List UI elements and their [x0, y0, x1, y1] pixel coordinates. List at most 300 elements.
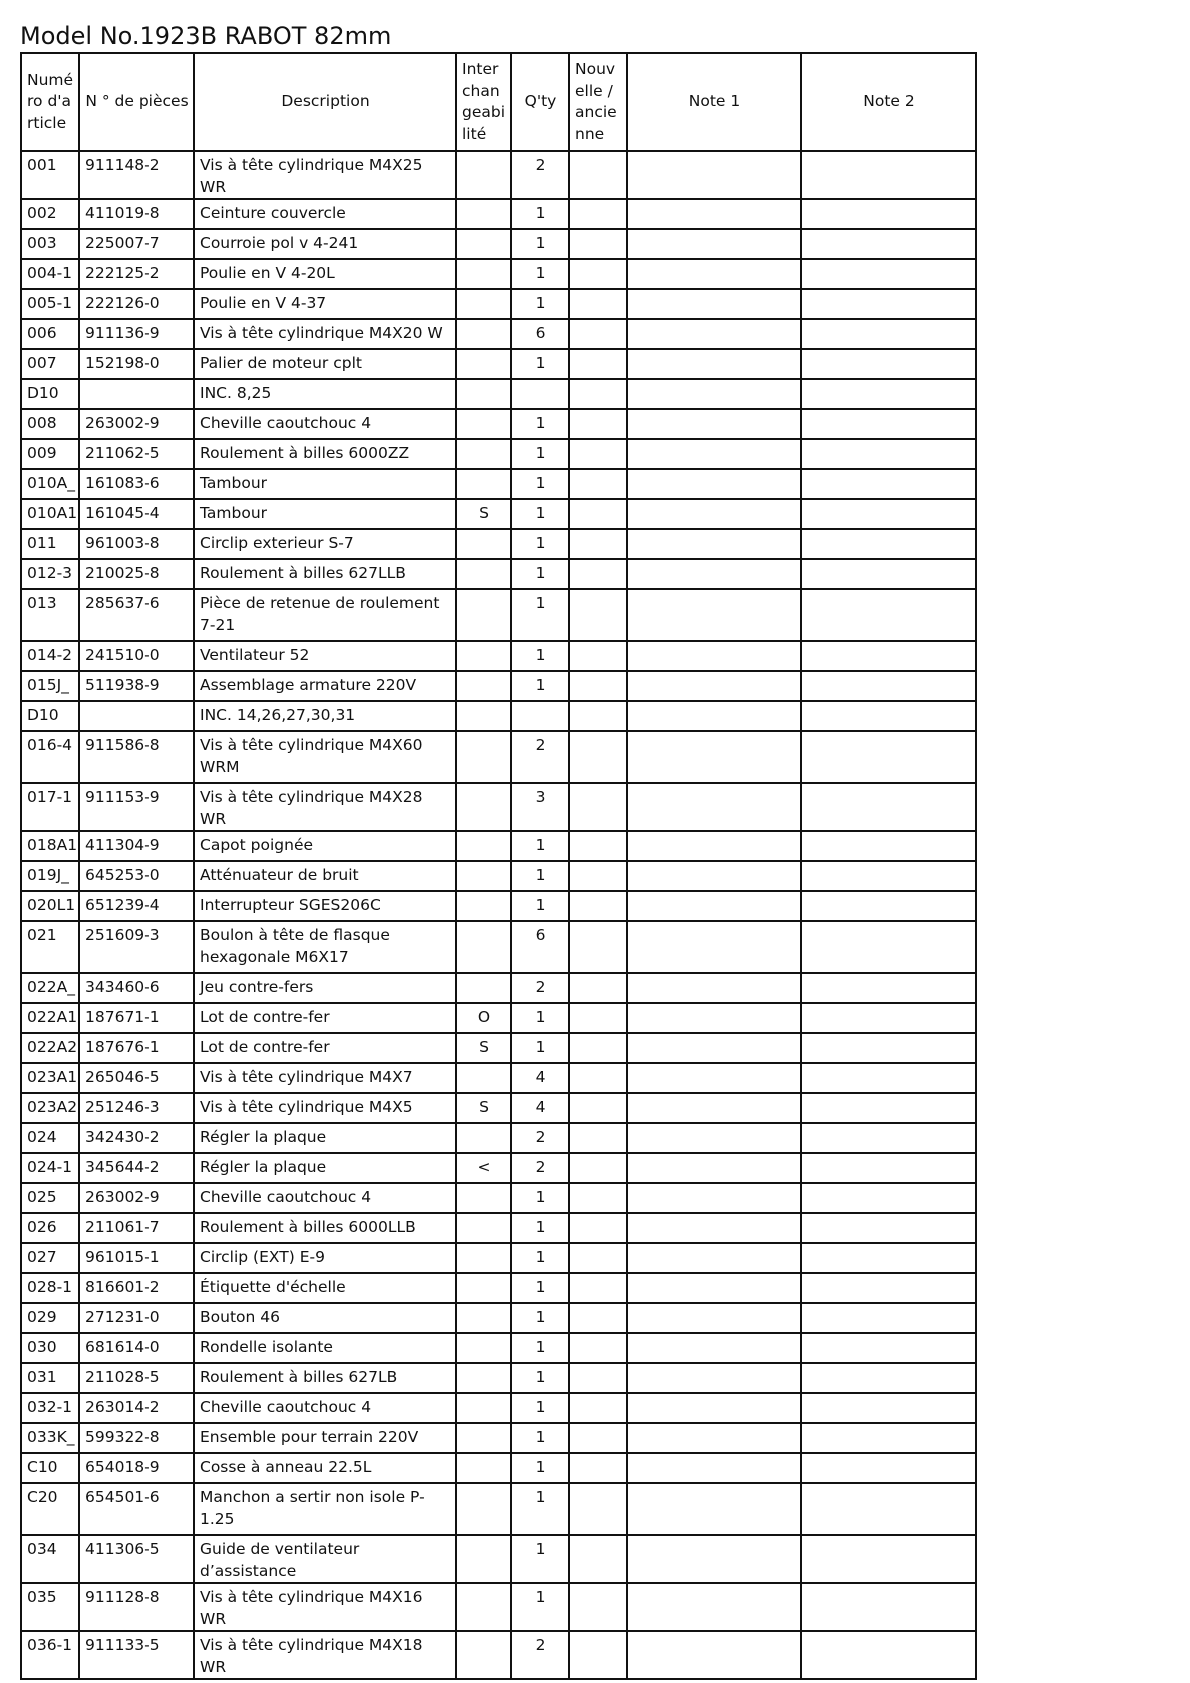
cell-quantity: [511, 701, 569, 731]
header-item-number: Numéro d'article: [21, 53, 79, 151]
cell-description: Assemblage armature 220V: [194, 671, 456, 701]
cell-quantity: 1: [511, 1033, 569, 1063]
cell-new-old: [569, 379, 627, 409]
cell-part-number: 251246-3: [79, 1093, 194, 1123]
cell-item-number: 010A_: [21, 469, 79, 499]
cell-description: Cheville caoutchouc 4: [194, 1183, 456, 1213]
cell-note-1: [627, 1393, 801, 1423]
cell-description: Roulement à billes 6000ZZ: [194, 439, 456, 469]
cell-item-number: C20: [21, 1483, 79, 1535]
header-interchangeability: Interchangeabilité: [456, 53, 511, 151]
cell-part-number: 645253-0: [79, 861, 194, 891]
cell-part-number: [79, 379, 194, 409]
cell-note-2: [801, 529, 976, 559]
cell-item-number: 023A1: [21, 1063, 79, 1093]
cell-new-old: [569, 831, 627, 861]
table-header-row: [21, 53, 976, 151]
cell-note-1: [627, 559, 801, 589]
cell-item-number: 012-3: [21, 559, 79, 589]
cell-description: Lot de contre-fer: [194, 1033, 456, 1063]
cell-note-1: [627, 1213, 801, 1243]
cell-note-1: [627, 349, 801, 379]
cell-item-number: 015J_: [21, 671, 79, 701]
cell-item-number: 011: [21, 529, 79, 559]
cell-new-old: [569, 701, 627, 731]
table-row: [21, 731, 976, 783]
table-row: [21, 701, 976, 731]
cell-note-1: [627, 671, 801, 701]
cell-item-number: 025: [21, 1183, 79, 1213]
cell-quantity: 1: [511, 891, 569, 921]
cell-interchangeability: [456, 1213, 511, 1243]
cell-new-old: [569, 289, 627, 319]
cell-note-1: [627, 641, 801, 671]
cell-note-1: [627, 151, 801, 199]
cell-quantity: 1: [511, 1333, 569, 1363]
cell-description: Roulement à billes 6000LLB: [194, 1213, 456, 1243]
cell-description: Vis à tête cylindrique M4X7: [194, 1063, 456, 1093]
cell-note-2: [801, 151, 976, 199]
cell-note-2: [801, 319, 976, 349]
cell-description: Cheville caoutchouc 4: [194, 1393, 456, 1423]
table-row: [21, 1303, 976, 1333]
table-row: [21, 559, 976, 589]
cell-new-old: [569, 1093, 627, 1123]
table-row: [21, 1243, 976, 1273]
cell-quantity: 1: [511, 641, 569, 671]
table-row: [21, 891, 976, 921]
cell-note-1: [627, 921, 801, 973]
cell-interchangeability: S: [456, 1093, 511, 1123]
cell-quantity: 1: [511, 1183, 569, 1213]
cell-part-number: 961003-8: [79, 529, 194, 559]
cell-description: INC. 14,26,27,30,31: [194, 701, 456, 731]
cell-interchangeability: [456, 1273, 511, 1303]
cell-note-1: [627, 229, 801, 259]
cell-interchangeability: O: [456, 1003, 511, 1033]
parts-table-body: [21, 151, 976, 1679]
cell-new-old: [569, 349, 627, 379]
cell-interchangeability: [456, 731, 511, 783]
cell-new-old: [569, 199, 627, 229]
cell-part-number: 681614-0: [79, 1333, 194, 1363]
cell-description: Courroie pol v 4-241: [194, 229, 456, 259]
cell-item-number: 019J_: [21, 861, 79, 891]
cell-description: Vis à tête cylindrique M4X16 WR: [194, 1583, 456, 1631]
cell-new-old: [569, 1333, 627, 1363]
cell-interchangeability: [456, 921, 511, 973]
table-row: [21, 1213, 976, 1243]
cell-part-number: 225007-7: [79, 229, 194, 259]
cell-item-number: 036-1: [21, 1631, 79, 1679]
cell-description: Interrupteur SGES206C: [194, 891, 456, 921]
cell-new-old: [569, 259, 627, 289]
cell-description: Pièce de retenue de roulement 7-21: [194, 589, 456, 641]
cell-quantity: 2: [511, 973, 569, 1003]
cell-note-2: [801, 921, 976, 973]
cell-interchangeability: [456, 861, 511, 891]
cell-note-2: [801, 1123, 976, 1153]
page-title: Model No.1923B RABOT 82mm: [20, 22, 392, 50]
table-row: [21, 1123, 976, 1153]
cell-interchangeability: [456, 589, 511, 641]
cell-note-2: [801, 1363, 976, 1393]
cell-part-number: 599322-8: [79, 1423, 194, 1453]
cell-note-1: [627, 409, 801, 439]
cell-description: Roulement à billes 627LLB: [194, 559, 456, 589]
cell-description: Cosse à anneau 22.5L: [194, 1453, 456, 1483]
cell-interchangeability: [456, 199, 511, 229]
cell-description: Vis à tête cylindrique M4X25 WR: [194, 151, 456, 199]
cell-part-number: 961015-1: [79, 1243, 194, 1273]
cell-description: Roulement à billes 627LB: [194, 1363, 456, 1393]
cell-new-old: [569, 861, 627, 891]
table-row: [21, 1393, 976, 1423]
cell-item-number: 001: [21, 151, 79, 199]
cell-new-old: [569, 229, 627, 259]
cell-note-2: [801, 701, 976, 731]
cell-note-2: [801, 731, 976, 783]
cell-note-1: [627, 1483, 801, 1535]
cell-new-old: [569, 589, 627, 641]
cell-part-number: 211028-5: [79, 1363, 194, 1393]
cell-part-number: 654018-9: [79, 1453, 194, 1483]
cell-description: Étiquette d'échelle: [194, 1273, 456, 1303]
cell-note-1: [627, 1535, 801, 1583]
cell-new-old: [569, 1123, 627, 1153]
cell-quantity: 2: [511, 1123, 569, 1153]
cell-interchangeability: [456, 1631, 511, 1679]
cell-part-number: 265046-5: [79, 1063, 194, 1093]
cell-note-2: [801, 973, 976, 1003]
cell-item-number: D10: [21, 701, 79, 731]
cell-note-1: [627, 973, 801, 1003]
cell-description: Tambour: [194, 469, 456, 499]
cell-description: Ventilateur 52: [194, 641, 456, 671]
table-row: [21, 973, 976, 1003]
cell-note-2: [801, 1483, 976, 1535]
cell-new-old: [569, 1183, 627, 1213]
cell-item-number: 031: [21, 1363, 79, 1393]
cell-description: Capot poignée: [194, 831, 456, 861]
cell-note-2: [801, 439, 976, 469]
cell-description: Lot de contre-fer: [194, 1003, 456, 1033]
cell-part-number: 222126-0: [79, 289, 194, 319]
cell-quantity: 1: [511, 229, 569, 259]
cell-note-1: [627, 439, 801, 469]
cell-note-1: [627, 861, 801, 891]
cell-item-number: 013: [21, 589, 79, 641]
table-row: [21, 1583, 976, 1631]
cell-note-1: [627, 499, 801, 529]
cell-new-old: [569, 1063, 627, 1093]
cell-note-1: [627, 1063, 801, 1093]
cell-note-1: [627, 1333, 801, 1363]
cell-item-number: 026: [21, 1213, 79, 1243]
cell-new-old: [569, 409, 627, 439]
cell-quantity: 1: [511, 439, 569, 469]
cell-new-old: [569, 1153, 627, 1183]
cell-item-number: 007: [21, 349, 79, 379]
cell-part-number: [79, 701, 194, 731]
cell-interchangeability: [456, 259, 511, 289]
cell-part-number: 411304-9: [79, 831, 194, 861]
cell-interchangeability: [456, 469, 511, 499]
cell-interchangeability: [456, 289, 511, 319]
cell-note-2: [801, 1213, 976, 1243]
cell-new-old: [569, 783, 627, 831]
cell-note-2: [801, 469, 976, 499]
cell-part-number: 251609-3: [79, 921, 194, 973]
cell-item-number: 016-4: [21, 731, 79, 783]
cell-quantity: 1: [511, 1363, 569, 1393]
cell-part-number: 263002-9: [79, 409, 194, 439]
cell-note-2: [801, 379, 976, 409]
cell-item-number: 029: [21, 1303, 79, 1333]
cell-interchangeability: [456, 1333, 511, 1363]
table-row: [21, 199, 976, 229]
cell-description: Manchon a sertir non isole P-1.25: [194, 1483, 456, 1535]
cell-note-1: [627, 831, 801, 861]
cell-interchangeability: S: [456, 499, 511, 529]
cell-interchangeability: [456, 1483, 511, 1535]
cell-quantity: 1: [511, 1213, 569, 1243]
cell-new-old: [569, 731, 627, 783]
cell-description: Vis à tête cylindrique M4X18 WR: [194, 1631, 456, 1679]
cell-new-old: [569, 973, 627, 1003]
cell-note-2: [801, 1453, 976, 1483]
cell-item-number: 033K_: [21, 1423, 79, 1453]
table-row: [21, 469, 976, 499]
cell-part-number: 187676-1: [79, 1033, 194, 1063]
cell-quantity: 2: [511, 731, 569, 783]
cell-interchangeability: <: [456, 1153, 511, 1183]
cell-interchangeability: [456, 1535, 511, 1583]
cell-note-2: [801, 349, 976, 379]
table-row: [21, 529, 976, 559]
cell-part-number: 161083-6: [79, 469, 194, 499]
cell-item-number: 023A2: [21, 1093, 79, 1123]
cell-part-number: 263014-2: [79, 1393, 194, 1423]
cell-part-number: 911153-9: [79, 783, 194, 831]
cell-item-number: 010A1: [21, 499, 79, 529]
cell-part-number: 511938-9: [79, 671, 194, 701]
cell-interchangeability: [456, 229, 511, 259]
cell-item-number: 022A_: [21, 973, 79, 1003]
table-row: [21, 921, 976, 973]
cell-quantity: 1: [511, 831, 569, 861]
cell-interchangeability: [456, 891, 511, 921]
header-description: Description: [194, 53, 456, 151]
cell-new-old: [569, 1483, 627, 1535]
cell-description: Ensemble pour terrain 220V: [194, 1423, 456, 1453]
table-row: [21, 1333, 976, 1363]
cell-note-1: [627, 891, 801, 921]
cell-quantity: 1: [511, 1243, 569, 1273]
cell-new-old: [569, 1243, 627, 1273]
cell-part-number: 211061-7: [79, 1213, 194, 1243]
cell-part-number: 210025-8: [79, 559, 194, 589]
table-row: [21, 1273, 976, 1303]
cell-description: Vis à tête cylindrique M4X28 WR: [194, 783, 456, 831]
cell-interchangeability: [456, 559, 511, 589]
cell-item-number: 006: [21, 319, 79, 349]
cell-interchangeability: [456, 1583, 511, 1631]
table-row: [21, 1153, 976, 1183]
table-row: [21, 641, 976, 671]
cell-note-2: [801, 1243, 976, 1273]
cell-note-1: [627, 1243, 801, 1273]
cell-note-2: [801, 1583, 976, 1631]
cell-part-number: 816601-2: [79, 1273, 194, 1303]
cell-note-2: [801, 1093, 976, 1123]
cell-item-number: 024-1: [21, 1153, 79, 1183]
cell-description: Vis à tête cylindrique M4X5: [194, 1093, 456, 1123]
cell-quantity: 1: [511, 559, 569, 589]
cell-note-1: [627, 783, 801, 831]
cell-note-2: [801, 499, 976, 529]
cell-item-number: 021: [21, 921, 79, 973]
table-row: [21, 1363, 976, 1393]
cell-interchangeability: [456, 1393, 511, 1423]
cell-interchangeability: [456, 529, 511, 559]
cell-part-number: 222125-2: [79, 259, 194, 289]
cell-description: Tambour: [194, 499, 456, 529]
cell-part-number: 911136-9: [79, 319, 194, 349]
cell-note-2: [801, 831, 976, 861]
cell-note-1: [627, 1453, 801, 1483]
cell-quantity: 1: [511, 499, 569, 529]
cell-note-1: [627, 1123, 801, 1153]
cell-note-1: [627, 1423, 801, 1453]
table-row: [21, 671, 976, 701]
cell-interchangeability: [456, 319, 511, 349]
cell-note-2: [801, 1183, 976, 1213]
cell-interchangeability: [456, 973, 511, 1003]
cell-quantity: 1: [511, 1583, 569, 1631]
table-row: [21, 1631, 976, 1679]
cell-new-old: [569, 1453, 627, 1483]
cell-interchangeability: [456, 1303, 511, 1333]
cell-quantity: 6: [511, 319, 569, 349]
cell-interchangeability: [456, 1063, 511, 1093]
cell-interchangeability: [456, 1363, 511, 1393]
cell-note-1: [627, 1093, 801, 1123]
header-note-1: Note 1: [627, 53, 801, 151]
cell-part-number: 911133-5: [79, 1631, 194, 1679]
cell-note-2: [801, 641, 976, 671]
cell-item-number: D10: [21, 379, 79, 409]
cell-quantity: 3: [511, 783, 569, 831]
cell-item-number: 027: [21, 1243, 79, 1273]
cell-new-old: [569, 1583, 627, 1631]
cell-description: Boulon à tête de flasque hexagonale M6X17: [194, 921, 456, 973]
cell-interchangeability: [456, 151, 511, 199]
cell-quantity: 1: [511, 409, 569, 439]
cell-item-number: 005-1: [21, 289, 79, 319]
cell-part-number: 911586-8: [79, 731, 194, 783]
table-row: [21, 1453, 976, 1483]
table-row: [21, 861, 976, 891]
cell-part-number: 271231-0: [79, 1303, 194, 1333]
table-row: [21, 1483, 976, 1535]
cell-description: Vis à tête cylindrique M4X20 W: [194, 319, 456, 349]
cell-new-old: [569, 641, 627, 671]
table-row: [21, 349, 976, 379]
table-row: [21, 319, 976, 349]
cell-note-2: [801, 1631, 976, 1679]
cell-description: Régler la plaque: [194, 1123, 456, 1153]
cell-quantity: 1: [511, 469, 569, 499]
cell-description: Vis à tête cylindrique M4X60 WRM: [194, 731, 456, 783]
cell-new-old: [569, 1213, 627, 1243]
cell-part-number: 211062-5: [79, 439, 194, 469]
cell-note-2: [801, 1535, 976, 1583]
cell-part-number: 411306-5: [79, 1535, 194, 1583]
table-row: [21, 259, 976, 289]
cell-item-number: 024: [21, 1123, 79, 1153]
cell-new-old: [569, 1303, 627, 1333]
table-row: [21, 1183, 976, 1213]
cell-note-1: [627, 469, 801, 499]
cell-part-number: 263002-9: [79, 1183, 194, 1213]
cell-new-old: [569, 1393, 627, 1423]
table-row: [21, 1063, 976, 1093]
cell-note-1: [627, 1363, 801, 1393]
cell-quantity: 1: [511, 671, 569, 701]
cell-quantity: 1: [511, 529, 569, 559]
cell-description: Jeu contre-fers: [194, 973, 456, 1003]
cell-item-number: 032-1: [21, 1393, 79, 1423]
cell-note-2: [801, 671, 976, 701]
cell-quantity: [511, 379, 569, 409]
table-row: [21, 439, 976, 469]
cell-note-1: [627, 1273, 801, 1303]
cell-item-number: 003: [21, 229, 79, 259]
cell-interchangeability: S: [456, 1033, 511, 1063]
cell-quantity: 4: [511, 1093, 569, 1123]
cell-quantity: 2: [511, 1153, 569, 1183]
table-row: [21, 589, 976, 641]
cell-note-2: [801, 1393, 976, 1423]
cell-note-1: [627, 379, 801, 409]
cell-item-number: 035: [21, 1583, 79, 1631]
cell-quantity: 2: [511, 151, 569, 199]
cell-quantity: 1: [511, 1535, 569, 1583]
cell-note-2: [801, 409, 976, 439]
cell-description: Régler la plaque: [194, 1153, 456, 1183]
cell-note-1: [627, 1631, 801, 1679]
cell-new-old: [569, 891, 627, 921]
cell-quantity: 1: [511, 1423, 569, 1453]
cell-new-old: [569, 1535, 627, 1583]
table-row: [21, 499, 976, 529]
cell-description: Bouton 46: [194, 1303, 456, 1333]
cell-new-old: [569, 151, 627, 199]
cell-note-1: [627, 319, 801, 349]
cell-note-1: [627, 1303, 801, 1333]
cell-note-2: [801, 861, 976, 891]
cell-new-old: [569, 1273, 627, 1303]
cell-note-1: [627, 731, 801, 783]
table-row: [21, 229, 976, 259]
cell-new-old: [569, 319, 627, 349]
cell-new-old: [569, 1423, 627, 1453]
cell-quantity: 1: [511, 1003, 569, 1033]
cell-part-number: 411019-8: [79, 199, 194, 229]
cell-note-1: [627, 1183, 801, 1213]
cell-description: Poulie en V 4-20L: [194, 259, 456, 289]
